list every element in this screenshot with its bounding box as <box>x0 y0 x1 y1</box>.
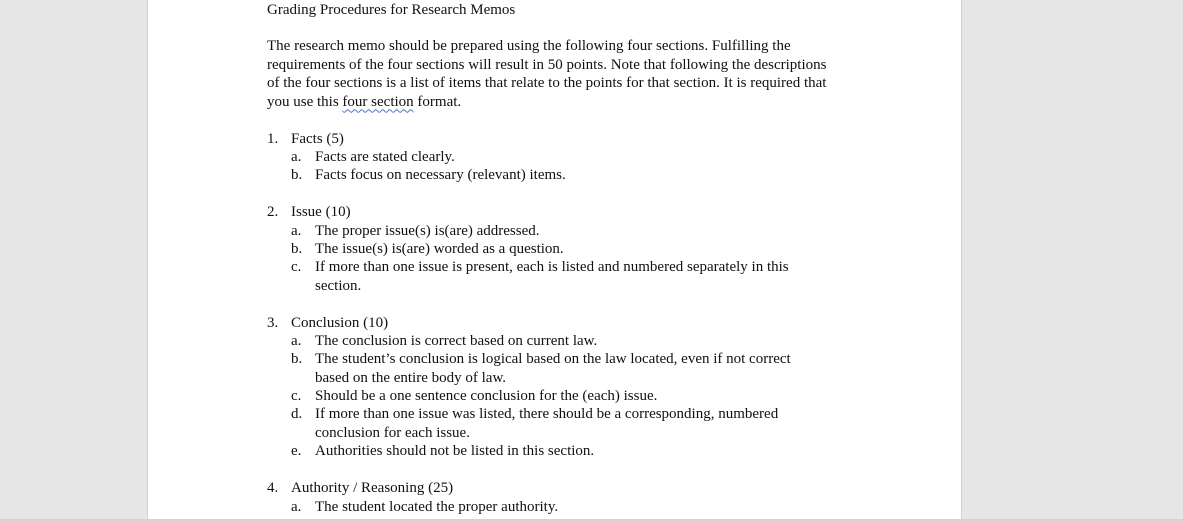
list-item: a. The proper issue(s) is(are) addressed. <box>291 223 540 239</box>
list-item: c. Should be a one sentence conclusion for the (each) issue. <box>291 388 658 404</box>
list-item: b. The issue(s) is(are) worded as a question. <box>291 241 564 257</box>
intro-text-end: format. <box>413 93 462 110</box>
list-item: d. If more than one issue was listed, there should be a corresponding, numbered conclusion for each issue. <box>291 406 779 441</box>
list-item: b. Facts focus on necessary (relevant) items. <box>291 167 566 183</box>
list-item: e. Authorities should not be listed in this section. <box>291 443 595 459</box>
list-item: b. The student’s conclusion is logical based on the law located, even if not correct based on the entire body of law. <box>291 351 791 386</box>
section-authority-title: 4. Authority / Reasoning (25) <box>267 480 454 496</box>
section-conclusion-title: 3. Conclusion (10) <box>267 315 389 331</box>
document-title: Grading Procedures for Research Memos <box>267 2 516 18</box>
list-item: a. The student located the proper authority. <box>291 499 559 515</box>
grammar-flagged-phrase[interactable]: four section <box>342 93 414 110</box>
list-item: a. Facts are stated clearly. <box>291 149 455 165</box>
list-item: c. If more than one issue is present, each is listed and numbered separately in this section. <box>291 259 789 294</box>
section-issue-title: 2. Issue (10) <box>267 204 351 220</box>
document-page <box>147 0 962 519</box>
intro-paragraph <box>267 37 837 111</box>
list-item: a. The conclusion is correct based on current law. <box>291 333 598 349</box>
intro-text: The research memo should be prepared using the following four sections. Fulfilling the requirements of the four sections will result in 50 points. Note that following the descriptions of the four sections is a list of items that relate to the points for that section. It is required that you use this <box>267 38 827 110</box>
section-facts-title: 1. Facts (5) <box>267 131 344 147</box>
